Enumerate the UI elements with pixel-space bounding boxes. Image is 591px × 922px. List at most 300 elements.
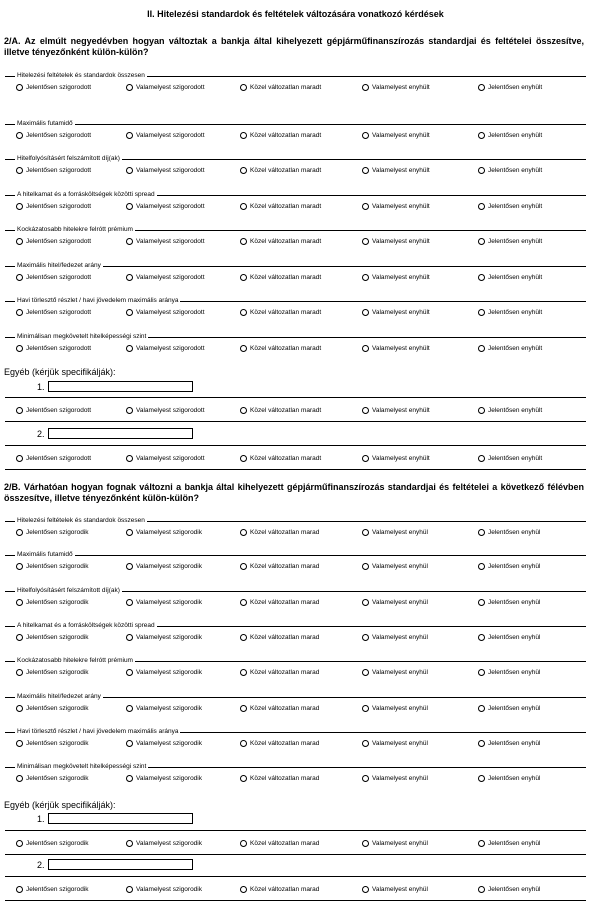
option-label: Valamelyest enyhül	[372, 886, 428, 893]
radio-button[interactable]	[126, 529, 133, 536]
option-label: Jelentősen enyhült	[488, 455, 543, 462]
divider	[5, 445, 586, 446]
option-label: Közel változatlan marad	[250, 840, 320, 847]
radio-button[interactable]	[240, 840, 247, 847]
factor-option-4[interactable]	[362, 84, 430, 91]
factor-option-1[interactable]	[16, 599, 89, 606]
radio-button[interactable]	[362, 705, 369, 712]
other-item-number: 1.	[37, 382, 45, 392]
factor-option-2[interactable]	[126, 167, 205, 174]
option-label: Közel változatlan marad	[250, 740, 320, 747]
radio-button[interactable]	[362, 455, 369, 462]
radio-button[interactable]	[362, 775, 369, 782]
radio-button[interactable]	[478, 840, 485, 847]
option-label: Valamelyest enyhült	[372, 167, 430, 174]
radio-button[interactable]	[478, 203, 485, 210]
factor-option-5[interactable]	[478, 309, 542, 316]
option-label: Jelentősen szigorodik	[26, 563, 89, 570]
factor-option-3[interactable]	[240, 740, 319, 747]
factor-group	[5, 622, 586, 652]
other-option-1[interactable]	[16, 455, 91, 462]
option-label: Jelentősen enyhül	[488, 840, 541, 847]
radio-button[interactable]	[362, 203, 369, 210]
factor-option-5[interactable]	[478, 274, 542, 281]
other-option-2[interactable]	[126, 886, 202, 893]
factor-group	[5, 72, 586, 102]
radio-button[interactable]	[478, 455, 485, 462]
radio-group	[16, 309, 586, 319]
factor-option-4[interactable]	[362, 599, 428, 606]
option-label: Jelentősen szigorodik	[26, 634, 89, 641]
factor-option-5[interactable]	[478, 132, 542, 139]
other-option-3[interactable]	[240, 455, 321, 462]
factor-option-4[interactable]	[362, 238, 430, 245]
factor-option-4[interactable]	[362, 634, 428, 641]
option-label: Jelentősen enyhült	[488, 309, 543, 316]
radio-group	[16, 599, 586, 609]
factor-option-1[interactable]	[16, 84, 91, 91]
factor-option-3[interactable]	[240, 634, 319, 641]
option-label: Jelentősen szigorodott	[26, 274, 92, 281]
radio-button[interactable]	[478, 238, 485, 245]
option-label: Valamelyest szigorodott	[136, 407, 205, 414]
radio-button[interactable]	[240, 740, 247, 747]
radio-button[interactable]	[362, 84, 369, 91]
factor-title: Hitelezési feltételek és standardok összesen	[17, 517, 145, 524]
option-label: Jelentősen szigorodott	[26, 455, 92, 462]
radio-button[interactable]	[240, 167, 247, 174]
factor-option-2[interactable]	[126, 599, 202, 606]
radio-button[interactable]	[16, 407, 23, 414]
radio-button[interactable]	[478, 274, 485, 281]
other-specify-field[interactable]	[48, 859, 193, 870]
factor-option-3[interactable]	[240, 238, 321, 245]
factor-option-1[interactable]	[16, 705, 89, 712]
radio-button[interactable]	[240, 563, 247, 570]
radio-button[interactable]	[126, 840, 133, 847]
other-option-2[interactable]	[126, 407, 205, 414]
radio-button[interactable]	[16, 599, 23, 606]
option-label: Valamelyest szigorodik	[136, 705, 202, 712]
radio-group	[16, 669, 586, 679]
radio-button[interactable]	[362, 274, 369, 281]
factor-option-3[interactable]	[240, 669, 319, 676]
radio-group	[16, 740, 586, 750]
radio-button[interactable]	[16, 740, 23, 747]
other-item-number: 1.	[37, 814, 45, 824]
option-label: Jelentősen enyhül	[488, 634, 541, 641]
option-label: Valamelyest szigorodott	[136, 132, 205, 139]
factor-option-3[interactable]	[240, 309, 321, 316]
option-label: Jelentősen enyhült	[488, 238, 543, 245]
factor-title: Maximális futamidő	[17, 120, 73, 127]
radio-button[interactable]	[478, 740, 485, 747]
factor-option-5[interactable]	[478, 669, 540, 676]
factor-option-2[interactable]	[126, 203, 205, 210]
divider	[5, 124, 586, 125]
other-option-2[interactable]	[126, 455, 205, 462]
factor-option-1[interactable]	[16, 529, 89, 536]
factor-option-4[interactable]	[362, 529, 428, 536]
radio-button[interactable]	[362, 309, 369, 316]
factor-option-3[interactable]	[240, 705, 319, 712]
radio-button[interactable]	[478, 84, 485, 91]
radio-group	[16, 132, 586, 142]
option-label: Valamelyest enyhült	[372, 455, 430, 462]
option-label: Közel változatlan marad	[250, 563, 320, 570]
radio-button[interactable]	[478, 132, 485, 139]
option-label: Jelentősen enyhül	[488, 563, 541, 570]
option-label: Jelentősen szigorodott	[26, 167, 92, 174]
radio-group	[16, 238, 586, 248]
radio-button[interactable]	[478, 775, 485, 782]
radio-button[interactable]	[240, 886, 247, 893]
radio-button[interactable]	[240, 634, 247, 641]
factor-option-2[interactable]	[126, 775, 202, 782]
factor-title: Minimálisan megkövetelt hitelképességi szint	[17, 333, 147, 340]
radio-button[interactable]	[16, 455, 23, 462]
factor-option-3[interactable]	[240, 84, 321, 91]
factor-option-1[interactable]	[16, 775, 89, 782]
radio-button[interactable]	[16, 669, 23, 676]
radio-button[interactable]	[478, 345, 485, 352]
other-specify-field[interactable]	[48, 428, 193, 439]
other-option-5[interactable]	[478, 407, 542, 414]
factor-title: Kockázatosabb hitelekre felrótt prémium	[17, 657, 133, 664]
radio-button[interactable]	[362, 886, 369, 893]
radio-button[interactable]	[126, 455, 133, 462]
factor-option-2[interactable]	[126, 345, 205, 352]
divider	[5, 854, 586, 855]
factor-option-4[interactable]	[362, 309, 430, 316]
factor-option-2[interactable]	[126, 309, 205, 316]
radio-button[interactable]	[126, 274, 133, 281]
factor-title: Hitelezési feltételek és standardok összesen	[17, 72, 145, 79]
factor-option-1[interactable]	[16, 634, 89, 641]
factor-option-3[interactable]	[240, 345, 321, 352]
option-label: Közel változatlan marad	[250, 529, 320, 536]
factor-option-2[interactable]	[126, 563, 202, 570]
factor-option-4[interactable]	[362, 203, 430, 210]
factor-option-4[interactable]	[362, 345, 430, 352]
other-option-2[interactable]	[126, 840, 202, 847]
radio-button[interactable]	[126, 309, 133, 316]
radio-button[interactable]	[240, 238, 247, 245]
radio-button[interactable]	[362, 840, 369, 847]
radio-button[interactable]	[16, 634, 23, 641]
radio-button[interactable]	[362, 529, 369, 536]
factor-option-5[interactable]	[478, 634, 540, 641]
radio-button[interactable]	[478, 599, 485, 606]
other-option-1[interactable]	[16, 407, 91, 414]
factor-group	[5, 728, 586, 758]
factor-option-5[interactable]	[478, 238, 542, 245]
factor-option-2[interactable]	[126, 669, 202, 676]
option-label: Jelentősen szigorodik	[26, 775, 89, 782]
option-label: Valamelyest enyhül	[372, 529, 428, 536]
other-option-3[interactable]	[240, 886, 319, 893]
factor-option-1[interactable]	[16, 563, 89, 570]
other-item-number: 2.	[37, 860, 45, 870]
option-label: Jelentősen enyhül	[488, 740, 541, 747]
radio-button[interactable]	[240, 203, 247, 210]
other-specify-field[interactable]	[48, 381, 193, 392]
factor-option-4[interactable]	[362, 740, 428, 747]
factor-option-1[interactable]	[16, 345, 91, 352]
factor-option-3[interactable]	[240, 563, 319, 570]
radio-button[interactable]	[362, 167, 369, 174]
radio-button[interactable]	[478, 529, 485, 536]
radio-button[interactable]	[126, 238, 133, 245]
factor-option-2[interactable]	[126, 529, 202, 536]
factor-option-5[interactable]	[478, 775, 540, 782]
other-option-1[interactable]	[16, 886, 89, 893]
radio-button[interactable]	[240, 599, 247, 606]
radio-group	[16, 775, 586, 785]
factor-option-4[interactable]	[362, 274, 430, 281]
other-radio-group	[16, 840, 586, 850]
factor-option-3[interactable]	[240, 599, 319, 606]
radio-button[interactable]	[16, 775, 23, 782]
radio-button[interactable]	[362, 345, 369, 352]
option-label: Valamelyest szigorodott	[136, 203, 205, 210]
factor-option-2[interactable]	[126, 705, 202, 712]
factor-option-1[interactable]	[16, 309, 91, 316]
radio-button[interactable]	[126, 599, 133, 606]
radio-group	[16, 705, 586, 715]
radio-button[interactable]	[240, 775, 247, 782]
radio-button[interactable]	[362, 238, 369, 245]
factor-group	[5, 517, 586, 547]
option-label: Valamelyest szigorodik	[136, 840, 202, 847]
radio-button[interactable]	[240, 455, 247, 462]
radio-button[interactable]	[478, 669, 485, 676]
radio-button[interactable]	[478, 407, 485, 414]
radio-button[interactable]	[16, 840, 23, 847]
radio-button[interactable]	[240, 309, 247, 316]
radio-button[interactable]	[126, 669, 133, 676]
factor-option-5[interactable]	[478, 599, 540, 606]
radio-button[interactable]	[126, 167, 133, 174]
other-option-4[interactable]	[362, 455, 430, 462]
radio-button[interactable]	[126, 407, 133, 414]
factor-option-3[interactable]	[240, 274, 321, 281]
radio-button[interactable]	[126, 84, 133, 91]
option-label: Valamelyest szigorodott	[136, 345, 205, 352]
factor-option-5[interactable]	[478, 345, 542, 352]
radio-button[interactable]	[478, 167, 485, 174]
other-option-1[interactable]	[16, 840, 89, 847]
option-label: Valamelyest szigorodott	[136, 309, 205, 316]
radio-button[interactable]	[16, 238, 23, 245]
radio-button[interactable]	[16, 345, 23, 352]
factor-group	[5, 693, 586, 723]
radio-button[interactable]	[126, 775, 133, 782]
factor-option-1[interactable]	[16, 238, 91, 245]
option-label: Valamelyest szigorodott	[136, 167, 205, 174]
factor-option-1[interactable]	[16, 669, 89, 676]
radio-button[interactable]	[240, 84, 247, 91]
radio-button[interactable]	[240, 529, 247, 536]
divider	[5, 876, 586, 877]
option-label: Valamelyest enyhül	[372, 563, 428, 570]
factor-title: Minimálisan megkövetelt hitelképességi szint	[17, 763, 147, 770]
factor-option-4[interactable]	[362, 705, 428, 712]
factor-option-5[interactable]	[478, 167, 542, 174]
option-label: Közel változatlan maradt	[250, 309, 322, 316]
question-2a: 2/A. Az elmúlt negyedévben hogyan változtak a bankja által kihelyezett gépjárműfinanszírozás standardjai és feltételei összesítve, illetve tényezőnként külön-külön?	[4, 36, 584, 57]
factor-option-2[interactable]	[126, 740, 202, 747]
radio-button[interactable]	[126, 132, 133, 139]
other-label: Egyéb (kérjük specifikálják):	[4, 367, 116, 377]
factor-group	[5, 657, 586, 687]
other-option-4[interactable]	[362, 886, 428, 893]
radio-button[interactable]	[478, 563, 485, 570]
radio-button[interactable]	[16, 705, 23, 712]
factor-option-5[interactable]	[478, 529, 540, 536]
option-label: Közel változatlan marad	[250, 634, 320, 641]
factor-option-2[interactable]	[126, 132, 205, 139]
radio-button[interactable]	[16, 132, 23, 139]
radio-group	[16, 167, 586, 177]
radio-button[interactable]	[362, 599, 369, 606]
option-label: Valamelyest szigorodott	[136, 455, 205, 462]
option-label: Valamelyest enyhül	[372, 775, 428, 782]
other-option-5[interactable]	[478, 840, 540, 847]
factor-option-2[interactable]	[126, 634, 202, 641]
option-label: Közel változatlan maradt	[250, 274, 322, 281]
radio-button[interactable]	[16, 563, 23, 570]
factor-title: A hitelkamat és a forrásköltségek közötti spread	[17, 191, 155, 198]
radio-button[interactable]	[16, 886, 23, 893]
other-option-3[interactable]	[240, 407, 321, 414]
radio-button[interactable]	[240, 345, 247, 352]
factor-group	[5, 155, 586, 185]
radio-button[interactable]	[362, 740, 369, 747]
divider	[5, 555, 586, 556]
other-option-5[interactable]	[478, 886, 540, 893]
radio-button[interactable]	[16, 84, 23, 91]
radio-button[interactable]	[240, 132, 247, 139]
other-item-number: 2.	[37, 429, 45, 439]
option-label: Valamelyest szigorodott	[136, 84, 205, 91]
option-label: Jelentősen enyhült	[488, 167, 543, 174]
option-label: Jelentősen szigorodott	[26, 132, 92, 139]
radio-button[interactable]	[126, 634, 133, 641]
option-label: Valamelyest enyhült	[372, 132, 430, 139]
radio-button[interactable]	[126, 705, 133, 712]
option-label: Közel változatlan maradt	[250, 455, 322, 462]
option-label: Valamelyest enyhült	[372, 84, 430, 91]
factor-option-1[interactable]	[16, 274, 91, 281]
factor-option-4[interactable]	[362, 563, 428, 570]
factor-option-3[interactable]	[240, 203, 321, 210]
factor-option-4[interactable]	[362, 167, 430, 174]
factor-option-5[interactable]	[478, 563, 540, 570]
factor-option-1[interactable]	[16, 740, 89, 747]
factor-option-4[interactable]	[362, 775, 428, 782]
other-option-4[interactable]	[362, 407, 430, 414]
factor-option-2[interactable]	[126, 84, 205, 91]
option-label: Valamelyest szigorodik	[136, 669, 202, 676]
option-label: Valamelyest szigorodik	[136, 634, 202, 641]
factor-option-5[interactable]	[478, 705, 540, 712]
factor-title: Maximális hitel/fedezet arány	[17, 262, 101, 269]
radio-button[interactable]	[240, 274, 247, 281]
radio-button[interactable]	[478, 886, 485, 893]
radio-button[interactable]	[240, 407, 247, 414]
radio-button[interactable]	[16, 203, 23, 210]
other-option-4[interactable]	[362, 840, 428, 847]
radio-button[interactable]	[126, 740, 133, 747]
option-label: Jelentősen szigorodik	[26, 740, 89, 747]
option-label: Jelentősen szigorodott	[26, 238, 92, 245]
radio-button[interactable]	[362, 563, 369, 570]
radio-button[interactable]	[126, 203, 133, 210]
page-title: II. Hitelezési standardok és feltételek változására vonatkozó kérdések	[147, 9, 444, 19]
radio-button[interactable]	[362, 407, 369, 414]
factor-title: Kockázatosabb hitelekre felrótt prémium	[17, 226, 133, 233]
option-label: Jelentősen szigorodik	[26, 599, 89, 606]
radio-button[interactable]	[16, 274, 23, 281]
option-label: Közel változatlan marad	[250, 599, 320, 606]
factor-option-5[interactable]	[478, 84, 542, 91]
factor-option-1[interactable]	[16, 203, 91, 210]
radio-group	[16, 529, 586, 539]
option-label: Jelentősen szigorodott	[26, 84, 92, 91]
radio-button[interactable]	[126, 345, 133, 352]
factor-option-3[interactable]	[240, 775, 319, 782]
option-label: Közel változatlan maradt	[250, 345, 322, 352]
radio-button[interactable]	[478, 309, 485, 316]
radio-button[interactable]	[126, 886, 133, 893]
factor-option-4[interactable]	[362, 132, 430, 139]
other-option-5[interactable]	[478, 455, 542, 462]
radio-group	[16, 634, 586, 644]
other-specify-field[interactable]	[48, 813, 193, 824]
option-label: Valamelyest szigorodik	[136, 599, 202, 606]
factor-option-3[interactable]	[240, 529, 319, 536]
factor-option-1[interactable]	[16, 132, 91, 139]
option-label: Valamelyest szigorodott	[136, 238, 205, 245]
option-label: Közel változatlan marad	[250, 669, 320, 676]
radio-button[interactable]	[240, 705, 247, 712]
factor-option-1[interactable]	[16, 167, 91, 174]
factor-option-3[interactable]	[240, 132, 321, 139]
radio-group	[16, 563, 586, 573]
radio-button[interactable]	[16, 167, 23, 174]
radio-button[interactable]	[478, 634, 485, 641]
factor-option-2[interactable]	[126, 238, 205, 245]
other-radio-group	[16, 886, 586, 896]
factor-option-3[interactable]	[240, 167, 321, 174]
factor-group	[5, 226, 586, 256]
radio-button[interactable]	[240, 669, 247, 676]
other-option-3[interactable]	[240, 840, 319, 847]
factor-option-5[interactable]	[478, 203, 542, 210]
factor-option-5[interactable]	[478, 740, 540, 747]
radio-button[interactable]	[126, 563, 133, 570]
radio-button[interactable]	[16, 529, 23, 536]
radio-button[interactable]	[362, 669, 369, 676]
radio-button[interactable]	[362, 132, 369, 139]
radio-button[interactable]	[16, 309, 23, 316]
factor-option-4[interactable]	[362, 669, 428, 676]
option-label: Valamelyest szigorodik	[136, 886, 202, 893]
radio-button[interactable]	[362, 634, 369, 641]
radio-button[interactable]	[478, 705, 485, 712]
factor-option-2[interactable]	[126, 274, 205, 281]
